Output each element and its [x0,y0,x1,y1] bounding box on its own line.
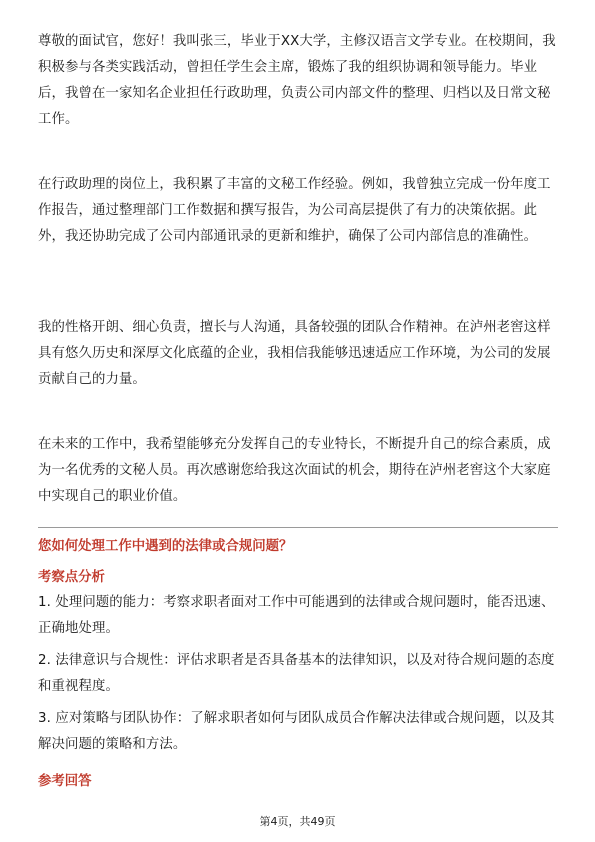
analysis-heading: 考察点分析 [38,570,105,585]
reference-answer-heading: 参考回答 [38,774,92,789]
experience-paragraph: 在行政助理的岗位上，我积累了丰富的文秘工作经验。例如，我曾独立完成一份年度工作报告，通过整理部门工作数据和撰写报告，为公司高层提供了有力的决策依据。此外，我还协助完成了公司内部通讯录的更新和维护，确保了公司内部信息的准确性。 [38,177,551,244]
intro-paragraph: 尊敬的面试官，您好！我叫张三，毕业于XX大学，主修汉语言文学专业。在校期间，我积极参与各类实践活动，曾担任学生会主席，锻炼了我的组织协调和领导能力。毕业后，我曾在一家知名企业担任行政助理，负责公司内部文件的整理、归档以及日常文秘工作。 [38,34,556,127]
analysis-item: 3. 应对策略与团队协作：了解求职者如何与团队成员合作解决法律或合规问题，以及其解决问题的策略和方法。 [38,711,555,752]
page-number: 第4页，共49页 [259,815,336,828]
interview-question: 您如何处理工作中遇到的法律或合规问题？ [38,539,293,554]
closing-paragraph: 在未来的工作中，我希望能够充分发挥自己的专业特长，不断提升自己的综合素质，成为一名优秀的文秘人员。再次感谢您给我这次面试的机会，期待在泸州老窖这个大家庭中实现自己的职业价值。 [38,437,551,504]
analysis-item: 2. 法律意识与合规性：评估求职者是否具备基本的法律知识，以及对待合规问题的态度和重视程度。 [38,653,555,694]
section-divider [38,527,558,528]
personality-paragraph: 我的性格开朗、细心负责，擅长与人沟通，具备较强的团队合作精神。在泸州老窖这样具有悠久历史和深厚文化底蕴的企业，我相信我能够迅速适应工作环境，为公司的发展贡献自己的力量。 [38,320,551,387]
analysis-item: 1. 处理问题的能力：考察求职者面对工作中可能遇到的法律或合规问题时，能否迅速、正确地处理。 [38,595,555,636]
